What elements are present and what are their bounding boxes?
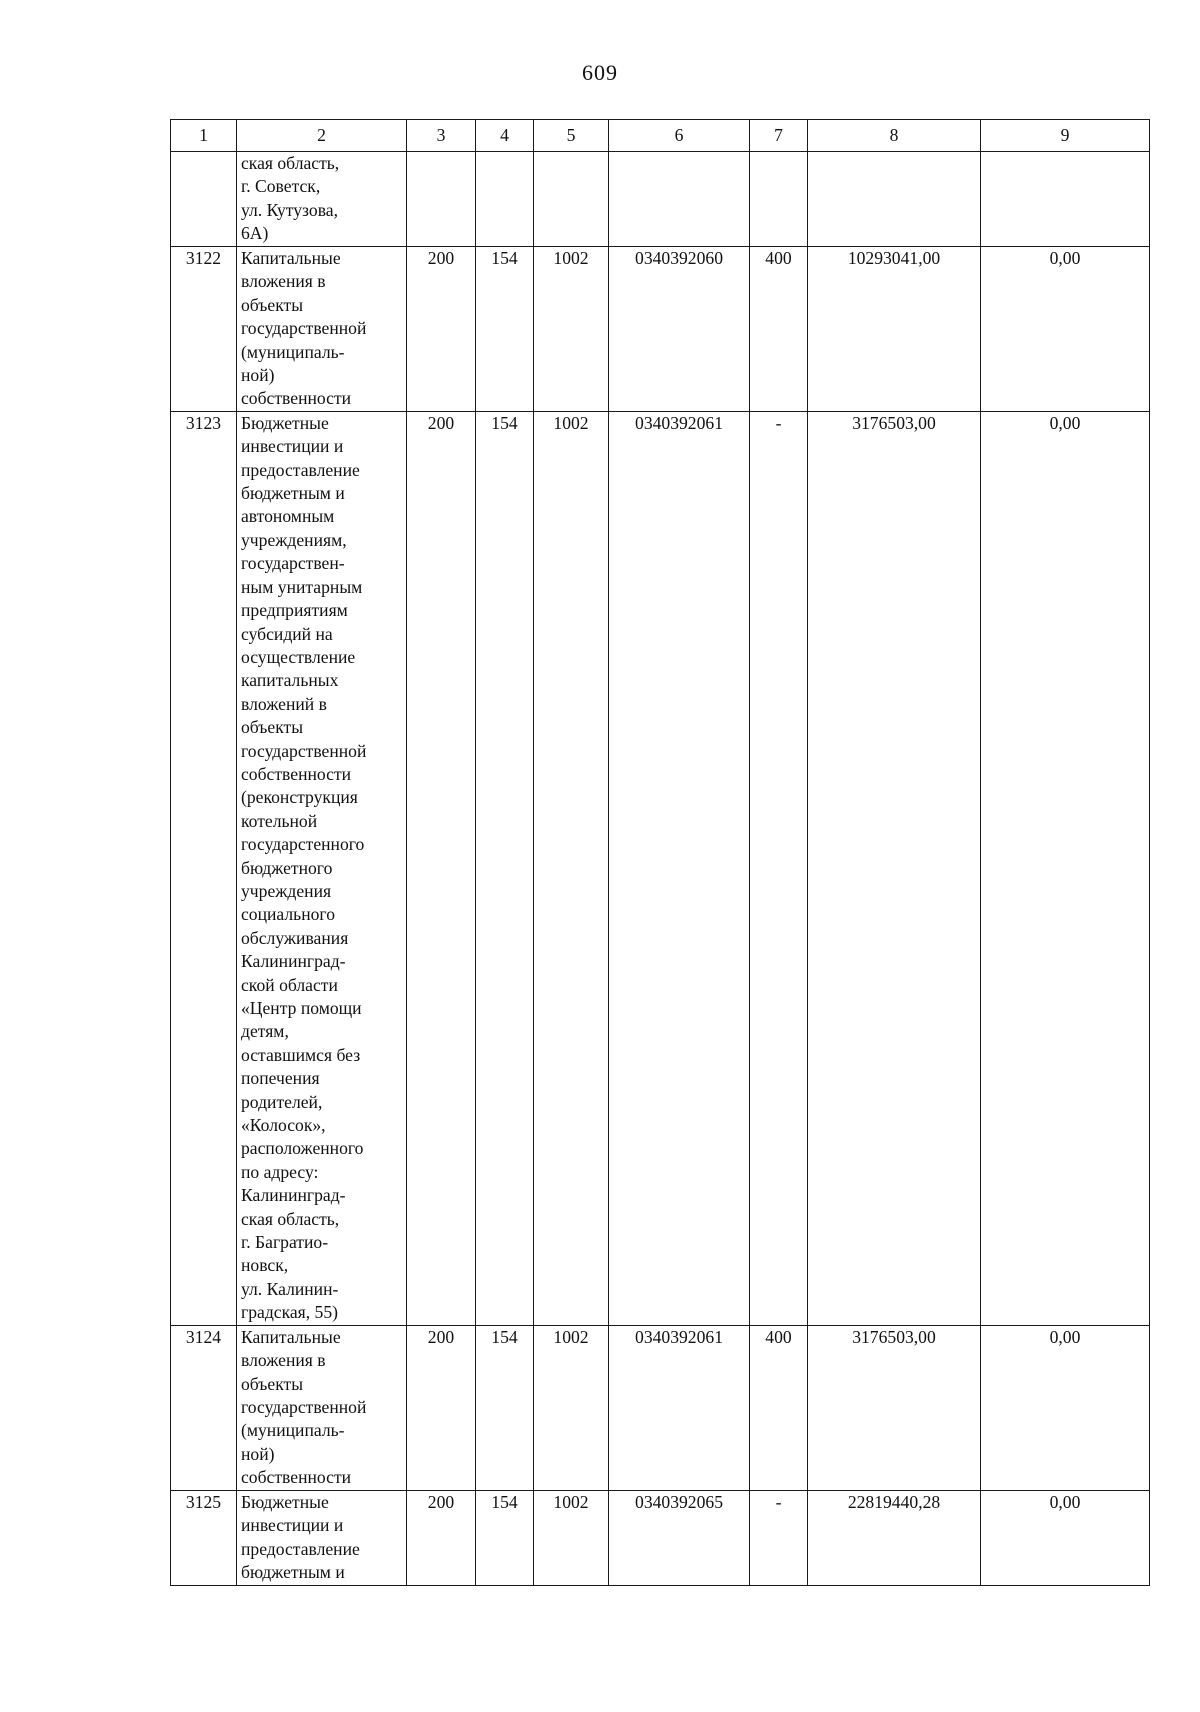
description-line: учреждениям,: [241, 529, 347, 550]
description-line: собственности: [241, 1467, 352, 1488]
cell-col-6: 0340392061: [609, 411, 750, 1325]
cell-col-6: 0340392061: [609, 1325, 750, 1490]
cell-col-9: 0,00: [981, 1490, 1150, 1585]
column-header: 6: [609, 120, 750, 152]
cell-col-3: 200: [407, 1490, 476, 1585]
description-line: вложения в: [241, 1350, 326, 1371]
description-line: государственной: [241, 1397, 367, 1418]
cell-col-6: 0340392060: [609, 247, 750, 412]
description-line: ской области: [241, 974, 338, 995]
description-line: новск,: [241, 1255, 289, 1276]
description-line: градская, 55): [241, 1302, 339, 1323]
description-line: бюджетным и: [241, 483, 345, 504]
column-header: 7: [750, 120, 808, 152]
cell-row-number: 3122: [171, 247, 237, 412]
column-header: 9: [981, 120, 1150, 152]
description-line: государстенного: [241, 834, 365, 855]
cell-col-4: 154: [476, 411, 534, 1325]
cell-col-3: 200: [407, 1325, 476, 1490]
description-line: г. Советск,: [241, 176, 321, 197]
cell-col-8: [808, 152, 981, 247]
description-line: Бюджетные: [241, 1491, 329, 1512]
description-line: инвестиции и: [241, 1515, 344, 1536]
header-row: [171, 120, 1150, 152]
cell-col-9: [981, 152, 1150, 247]
description-line: 6А): [241, 223, 269, 244]
cell-col-6: [609, 152, 750, 247]
page-number: 609: [582, 60, 618, 85]
cell-row-number: 3123: [171, 411, 237, 1325]
cell-col-5: 1002: [534, 247, 609, 412]
description-line: вложения в: [241, 271, 326, 292]
description-line: субсидий на: [241, 623, 333, 644]
cell-col-5: 1002: [534, 1490, 609, 1585]
description-line: ным унитарным: [241, 576, 363, 597]
description-line: бюджетного: [241, 857, 333, 878]
description-line: объекты: [241, 294, 304, 315]
description-line: бюджетным и: [241, 1562, 345, 1583]
column-header: 4: [476, 120, 534, 152]
description-line: капитальных: [241, 670, 339, 691]
cell-col-7: 400: [750, 247, 808, 412]
cell-description: [237, 411, 407, 1325]
table-row: [171, 1325, 1150, 1490]
cell-description: [237, 1490, 407, 1585]
cell-description: [237, 152, 407, 247]
description-line: объекты: [241, 1373, 304, 1394]
cell-col-3: 200: [407, 247, 476, 412]
description-line: ной): [241, 1443, 275, 1464]
cell-col-3: [407, 152, 476, 247]
column-header: 8: [808, 120, 981, 152]
description-line: «Центр помощи: [241, 998, 362, 1018]
description-line: ул. Кутузова,: [241, 199, 338, 220]
cell-col-5: 1002: [534, 1325, 609, 1490]
table-row: [171, 411, 1150, 1325]
column-header: 5: [534, 120, 609, 152]
description-line: предприятиям: [241, 600, 348, 621]
description-line: собственности: [241, 388, 352, 409]
description-line: ская область,: [241, 1208, 340, 1229]
column-header: 2: [237, 120, 407, 152]
cell-col-7: -: [750, 411, 808, 1325]
cell-col-8: 10293041,00: [808, 247, 981, 412]
cell-col-4: 154: [476, 1325, 534, 1490]
description-line: «Колосок»,: [241, 1115, 326, 1136]
cell-row-number: 3125: [171, 1490, 237, 1585]
cell-col-8: 22819440,28: [808, 1490, 981, 1585]
cell-col-5: 1002: [534, 411, 609, 1325]
cell-col-5: [534, 152, 609, 247]
description-line: (муниципаль-: [241, 341, 345, 362]
cell-col-7: 400: [750, 1325, 808, 1490]
description-line: Бюджетные: [241, 412, 329, 433]
description-line: собственности: [241, 763, 352, 784]
description-line: обслуживания: [241, 927, 349, 948]
description-line: (муниципаль-: [241, 1420, 345, 1441]
description-line: социального: [241, 904, 335, 925]
description-line: государственной: [241, 740, 367, 761]
description-line: котельной: [241, 810, 318, 831]
description-line: ская область,: [241, 153, 340, 173]
description-line: предоставление: [241, 459, 360, 480]
description-line: Калининград-: [241, 951, 346, 972]
cell-col-8: 3176503,00: [808, 1325, 981, 1490]
description-line: объекты: [241, 717, 304, 738]
table-row: [171, 152, 1150, 247]
description-line: Капитальные: [241, 1326, 341, 1347]
description-line: г. Багратио-: [241, 1232, 329, 1253]
table-row: [171, 1490, 1150, 1585]
cell-description: [237, 247, 407, 412]
cell-row-number: [171, 152, 237, 247]
description-line: государственной: [241, 318, 367, 339]
description-line: родителей,: [241, 1091, 323, 1112]
cell-col-4: 154: [476, 247, 534, 412]
cell-description: [237, 1325, 407, 1490]
cell-col-9: 0,00: [981, 1325, 1150, 1490]
description-line: расположенного: [241, 1138, 364, 1159]
cell-col-7: -: [750, 1490, 808, 1585]
cell-col-4: 154: [476, 1490, 534, 1585]
description-line: ул. Калинин-: [241, 1278, 339, 1299]
description-line: (реконструкция: [241, 787, 358, 808]
description-line: оставшимся без: [241, 1044, 361, 1065]
description-line: осуществление: [241, 646, 356, 667]
description-line: учреждения: [241, 880, 332, 901]
cell-col-6: 0340392065: [609, 1490, 750, 1585]
cell-col-9: 0,00: [981, 247, 1150, 412]
description-line: по адресу:: [241, 1161, 319, 1182]
description-line: вложений в: [241, 693, 327, 714]
table-row: [171, 247, 1150, 412]
column-header: 3: [407, 120, 476, 152]
description-line: инвестиции и: [241, 436, 344, 457]
description-line: автономным: [241, 506, 335, 527]
cell-col-3: 200: [407, 411, 476, 1325]
cell-col-7: [750, 152, 808, 247]
description-line: детям,: [241, 1021, 289, 1042]
cell-row-number: 3124: [171, 1325, 237, 1490]
cell-col-9: 0,00: [981, 411, 1150, 1325]
budget-table: [170, 119, 1150, 1586]
cell-col-8: 3176503,00: [808, 411, 981, 1325]
description-line: попечения: [241, 1068, 320, 1089]
description-line: Капитальные: [241, 248, 341, 268]
description-line: предоставление: [241, 1538, 360, 1559]
column-header: 1: [171, 120, 237, 152]
description-line: государствен-: [241, 553, 345, 574]
description-line: Калининград-: [241, 1185, 346, 1206]
cell-col-4: [476, 152, 534, 247]
description-line: ной): [241, 365, 275, 386]
